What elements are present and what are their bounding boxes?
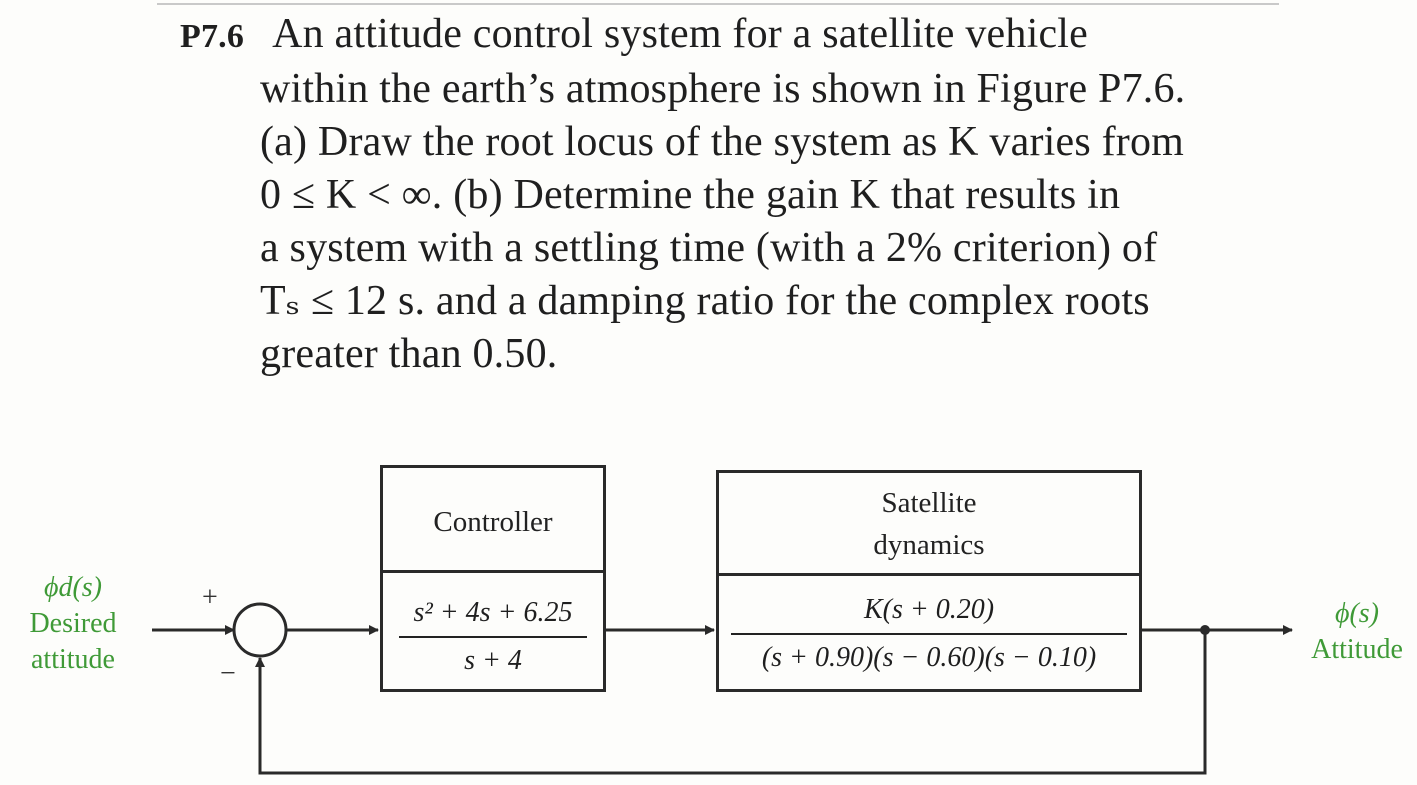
problem-line-2: within the earth’s atmosphere is shown in Figure P7.6. (260, 66, 1186, 112)
plant-transfer-function (719, 593, 1139, 675)
controller-fraction-bar (399, 636, 587, 638)
controller-transfer-function (383, 596, 603, 678)
problem-number: P7.6 (180, 18, 245, 55)
plant-title-line-1: Satellite (881, 487, 977, 519)
input-label (18, 570, 128, 678)
plant-divider (719, 573, 1139, 576)
problem-line-6: Tₛ ≤ 12 s. and a damping ratio for the complex roots (260, 278, 1150, 324)
plant-block (716, 470, 1142, 692)
problem-line-7: greater than 0.50. (260, 331, 558, 377)
output-attitude: Attitude (1311, 634, 1403, 665)
input-symbol: ϕd(s) (43, 572, 103, 603)
plus-sign: + (202, 582, 218, 613)
minus-sign: − (220, 658, 236, 689)
pickoff-point (1200, 625, 1210, 635)
problem-statement (180, 8, 1260, 381)
problem-line-5: a system with a settling time (with a 2% criterion) of (260, 225, 1158, 271)
controller-numerator: s² + 4s + 6.25 (413, 597, 573, 628)
top-rule (157, 3, 1279, 5)
problem-line-1: An attitude control system for a satellite vehicle (272, 11, 1088, 57)
block-diagram (0, 440, 1417, 785)
output-symbol: ϕ(s) (1334, 598, 1380, 629)
plant-title-line-2: dynamics (873, 529, 985, 561)
controller-title: Controller (433, 506, 553, 538)
plant-fraction-bar (731, 633, 1127, 635)
controller-divider (383, 570, 603, 573)
controller-denominator: s + 4 (464, 645, 522, 676)
problem-line-3: (a) Draw the root locus of the system as K varies from (260, 119, 1185, 165)
input-attitude: attitude (31, 644, 115, 675)
plant-denominator: (s + 0.90)(s − 0.60)(s − 0.10) (761, 642, 1097, 673)
problem-line-4: 0 ≤ K < ∞. (b) Determine the gain K that results in (260, 172, 1121, 218)
output-label (1298, 596, 1416, 668)
controller-block (380, 465, 606, 692)
input-desired: Desired (29, 608, 117, 639)
plant-numerator: K(s + 0.20) (863, 594, 995, 625)
summing-junction (234, 604, 286, 656)
